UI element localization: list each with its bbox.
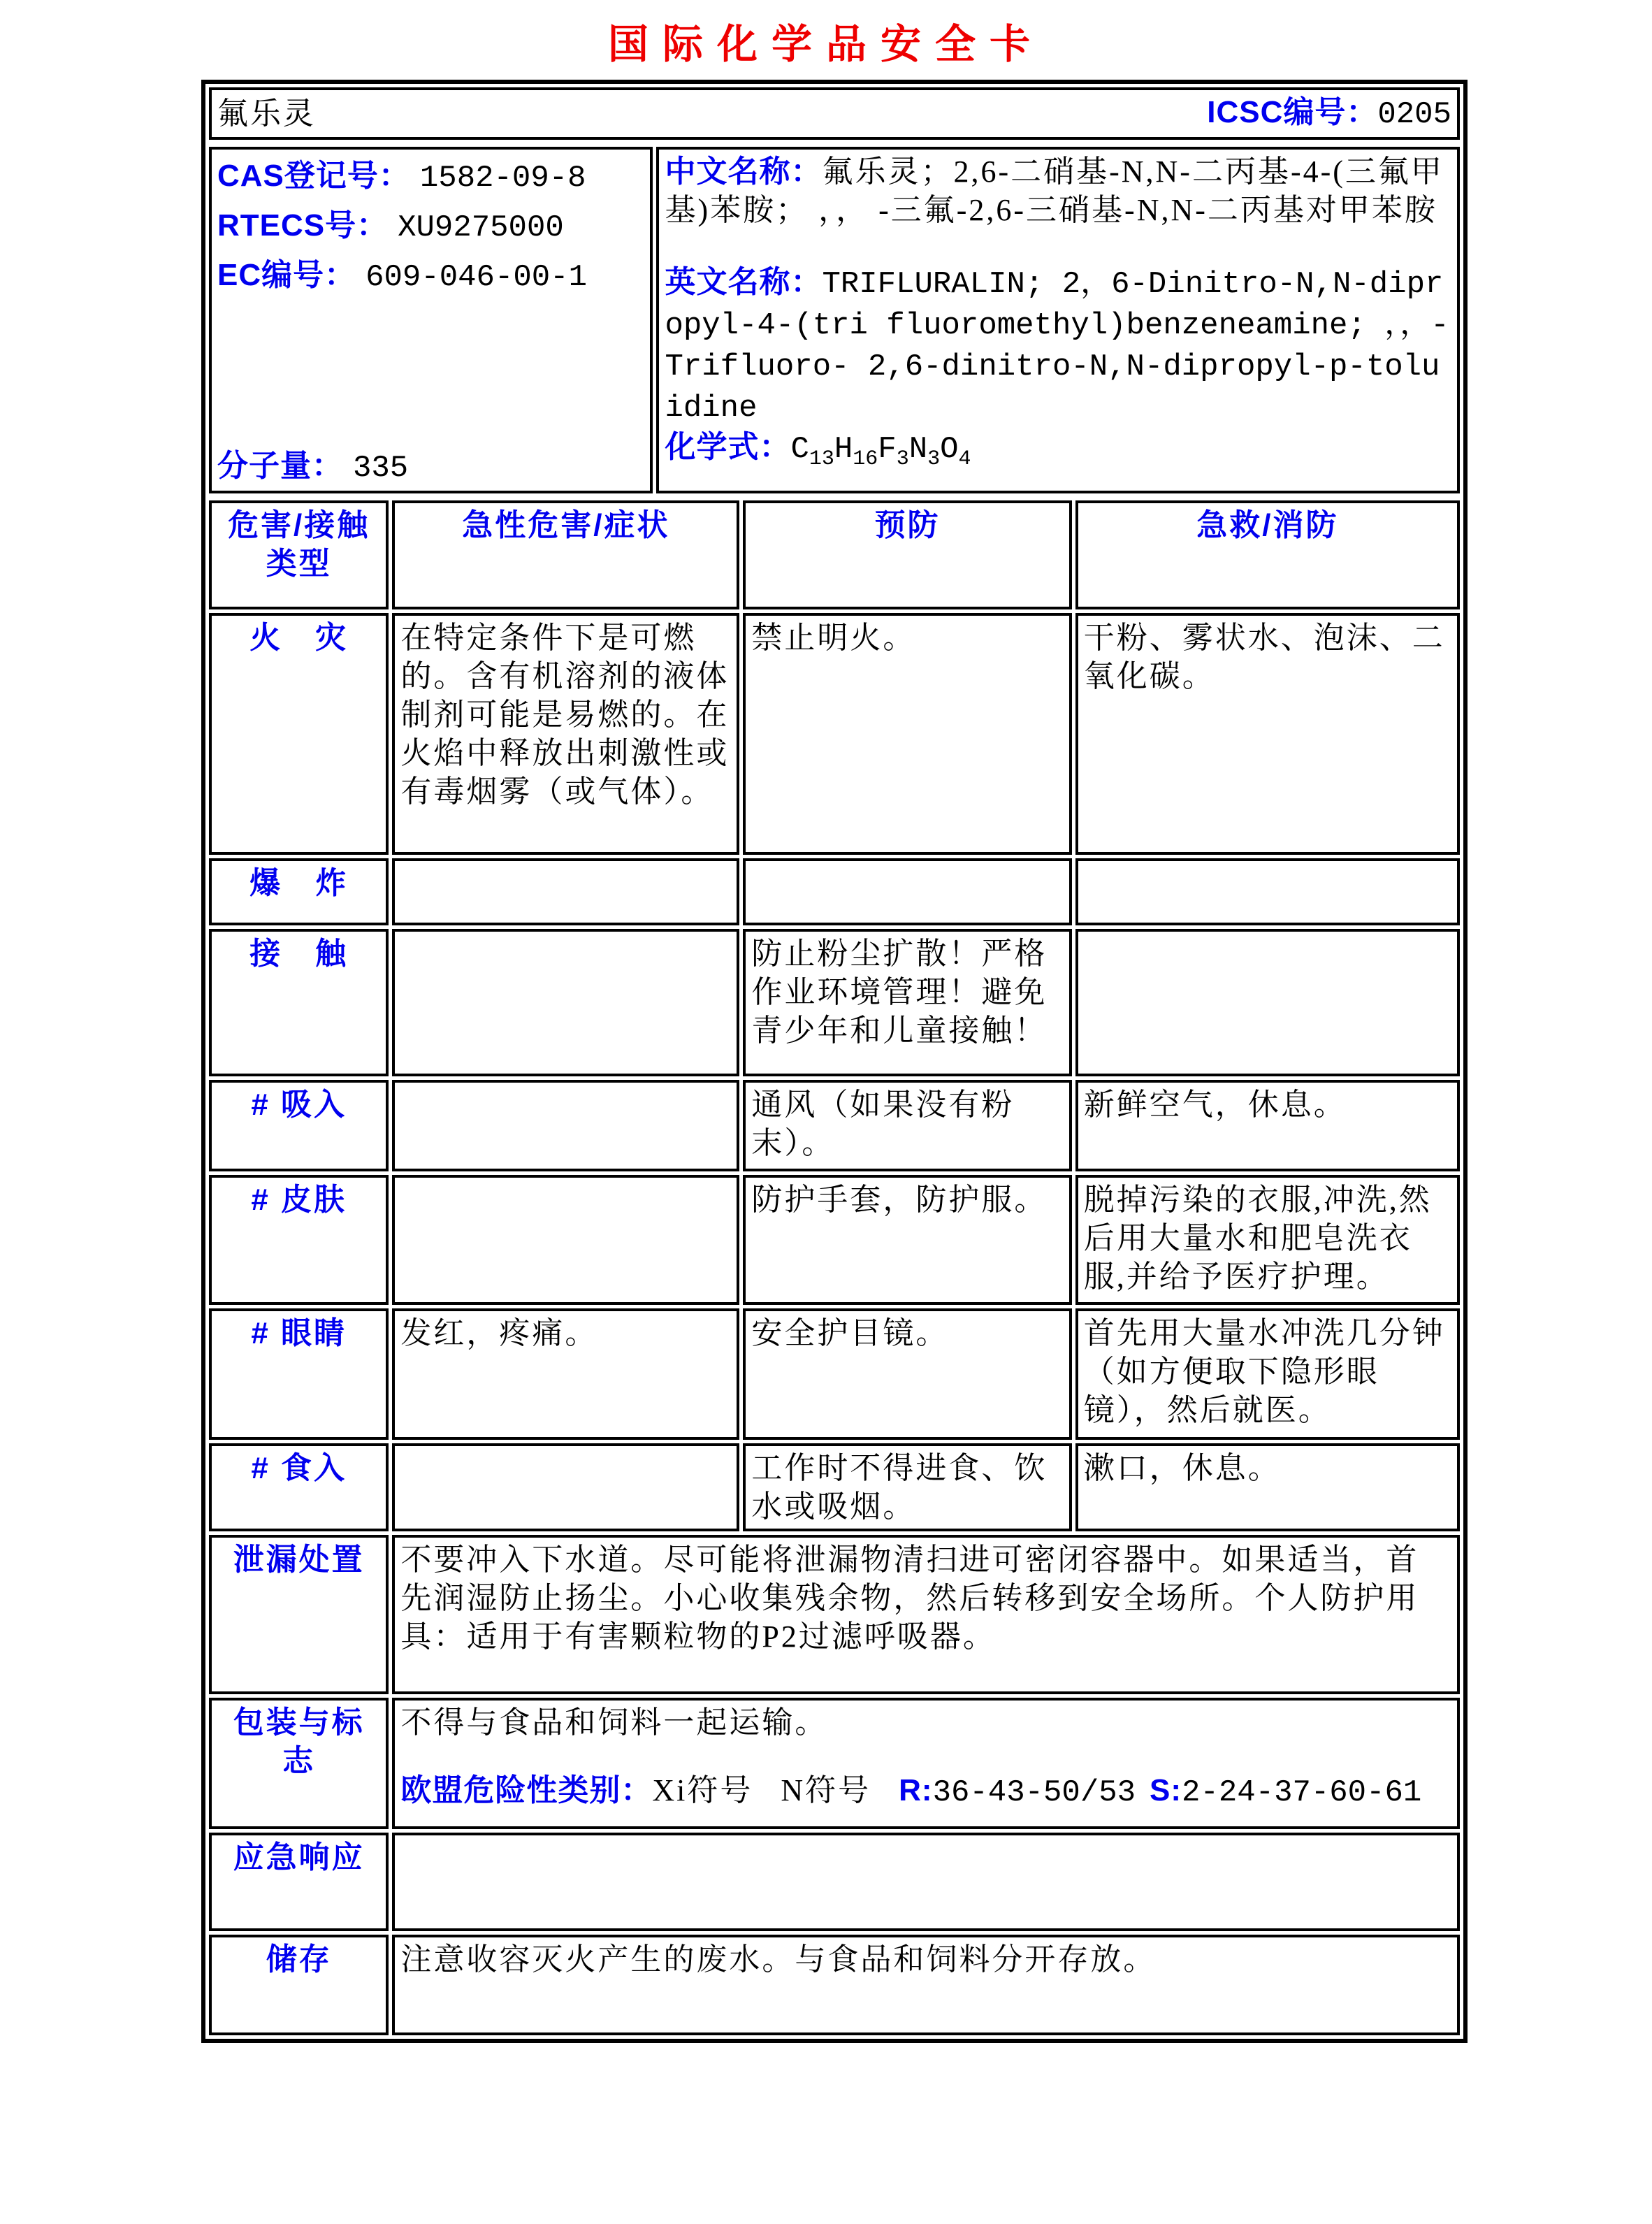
hazard-row-label: 爆 炸 [209,858,389,925]
rtecs-line [217,202,644,252]
formula-element: C [790,432,809,467]
registry-numbers-cell [209,147,653,493]
first-aid-cell: 首先用大量水冲洗几分钟（如方便取下隐形眼镜），然后就医。 [1075,1308,1460,1440]
hazard-row-label: 包装与标志 [209,1698,389,1829]
page-title: 国际化学品安全卡 [607,20,1044,68]
symptoms-cell [392,858,739,925]
header-acute-symptoms: 急性危害/症状 [392,500,739,609]
hazard-row [209,1308,1460,1440]
prevention-cell: 安全护目镜。 [743,1308,1071,1440]
symptoms-cell [392,1443,739,1531]
prevention-cell: 通风（如果没有粉末）。 [743,1080,1071,1171]
header-hazard-type: 危害/接触类型 [209,500,389,609]
molecular-weight-value: 335 [353,451,409,486]
formula-subscript: 16 [853,447,878,471]
identifiers-row [209,147,1460,493]
rtecs-label: RTECS号： [217,208,389,243]
eu-xi-symbol: Xi符号 [652,1773,753,1807]
formula-subscript: 13 [809,447,834,471]
hazard-row [209,929,1460,1076]
prevention-cell: 禁止明火。 [743,613,1071,855]
english-name-label: 英文名称： [665,265,823,299]
symptoms-cell: 在特定条件下是可燃的。含有机溶剂的液体制剂可能是易燃的。在火焰中释放出刺激性或有毒烟雾（或气体）。 [392,613,739,855]
r-phrases-value: 36-43-50/53 [932,1775,1136,1810]
hazard-row [209,858,1460,925]
packaging-labelling-cell [392,1698,1460,1829]
hazard-row [209,1080,1460,1171]
storage-cell: 注意收容灭火产生的废水。与食品和饲料分开存放。 [392,1935,1460,2035]
cas-value: 1582-09-8 [419,161,586,196]
hazard-row [209,1535,1460,1694]
chinese-name-value: 氟乐灵；2,6-二硝基-N,N-二丙基-4-(三氟甲基)苯胺； ，， -三氟-2,6-三硝基-N,N-二丙基对甲苯胺 [665,154,1444,227]
ec-value: 609-046-00-1 [365,260,587,296]
substance-name: 氟乐灵 [217,96,316,131]
first-aid-cell: 脱掉污染的衣服,冲洗,然后用大量水和肥皂洗衣服,并给予医疗护理。 [1075,1175,1460,1305]
eu-n-symbol: N符号 [781,1773,871,1807]
molecular-weight-line [217,447,644,488]
hazard-row-label: 火 灾 [209,613,389,855]
emergency-response-cell [392,1833,1460,1931]
icsc-number-label: ICSC编号： [1207,95,1378,129]
english-name-paragraph [665,263,1451,428]
ec-label: EC编号： [217,258,356,293]
hazard-row-label: 储存 [209,1935,389,2035]
hazard-table [205,497,1463,2039]
prevention-cell [743,858,1071,925]
header-first-aid: 急救/消防 [1075,500,1460,609]
formula-element: O [940,432,959,467]
r-phrases-label: R: [899,1773,933,1807]
hazard-row [209,1175,1460,1305]
first-aid-cell [1075,858,1460,925]
chinese-name-paragraph [665,152,1451,229]
hazard-row-label: 接 触 [209,929,389,1076]
icsc-card [201,80,1468,2043]
symptoms-cell [392,1080,739,1171]
formula-element: N [908,432,928,467]
eu-class-label: 欧盟危险性类别： [400,1773,653,1807]
hazard-header-row [209,500,1460,609]
eu-hazard-classification-line [400,1771,1451,1812]
first-aid-cell: 新鲜空气，休息。 [1075,1080,1460,1171]
first-aid-cell: 漱口，休息。 [1075,1443,1460,1531]
hazard-row-label: # 眼睛 [209,1308,389,1440]
identifiers-table [205,143,1463,497]
s-phrases-label: S: [1150,1773,1182,1807]
rtecs-value: XU9275000 [398,210,564,246]
transport-note: 不得与食品和饲料一起运输。 [400,1705,828,1740]
first-aid-cell [1075,929,1460,1076]
symptoms-cell: 发红，疼痛。 [392,1308,739,1440]
formula-element: H [834,432,853,467]
icsc-number-group [1207,93,1451,134]
names-cell [656,147,1460,493]
formula-subscript: 3 [896,447,909,471]
chemical-formula-line [665,428,1451,472]
spillage-disposal-cell: 不要冲入下水道。尽可能将泄漏物清扫进可密闭容器中。如果适当，首先润湿防止扬尘。小心收集残余物，然后转移到安全场所。个人防护用具：适用于有害颗粒物的P2过滤呼吸器。 [392,1535,1460,1694]
symptoms-cell [392,1175,739,1305]
card-header-row [209,87,1460,140]
chemical-formula-label: 化学式： [665,430,791,464]
hazard-row-label: # 皮肤 [209,1175,389,1305]
icsc-number-value: 0205 [1377,97,1451,132]
prevention-cell: 工作时不得进食、饮水或吸烟。 [743,1443,1071,1531]
molecular-weight-label: 分子量： [217,449,343,483]
cas-label: CAS登记号： [217,159,410,193]
symptoms-cell [392,929,739,1076]
registry-numbers-block [217,152,644,302]
hazard-row-label: 应急响应 [209,1833,389,1931]
english-name-value: TRIFLURALIN; 2，6-Dinitro-N,N-dipropyl-4-(tri fluoromethyl)benzeneamine; ，，-Trifluoro- 2,6-dinitro-N,N-dipropyl-p-toluidine [665,267,1449,426]
first-aid-cell: 干粉、雾状水、泡沫、二氧化碳。 [1075,613,1460,855]
hazard-row [209,1935,1460,2035]
hazard-row [209,613,1460,855]
hazard-row [209,1443,1460,1531]
hazard-row-label: 泄漏处置 [209,1535,389,1694]
formula-subscript: 4 [958,447,971,471]
hazard-row [209,1833,1460,1931]
hazard-row [209,1698,1460,1829]
prevention-cell: 防护手套，防护服。 [743,1175,1071,1305]
card-header-table [205,84,1463,143]
chinese-name-label: 中文名称： [665,154,823,189]
formula-element: F [878,432,897,467]
cas-line [217,152,644,202]
ec-line [217,252,644,301]
formula-subscript: 3 [927,447,941,471]
prevention-cell: 防止粉尘扩散！严格作业环境管理！避免青少年和儿童接触！ [743,929,1071,1076]
hazard-row-label: # 吸入 [209,1080,389,1171]
card-header-cell [209,87,1460,140]
hazard-row-label: # 食入 [209,1443,389,1531]
chemical-formula-value [790,432,971,471]
s-phrases-value: 2-24-37-60-61 [1182,1775,1422,1810]
header-prevention: 预防 [743,500,1071,609]
